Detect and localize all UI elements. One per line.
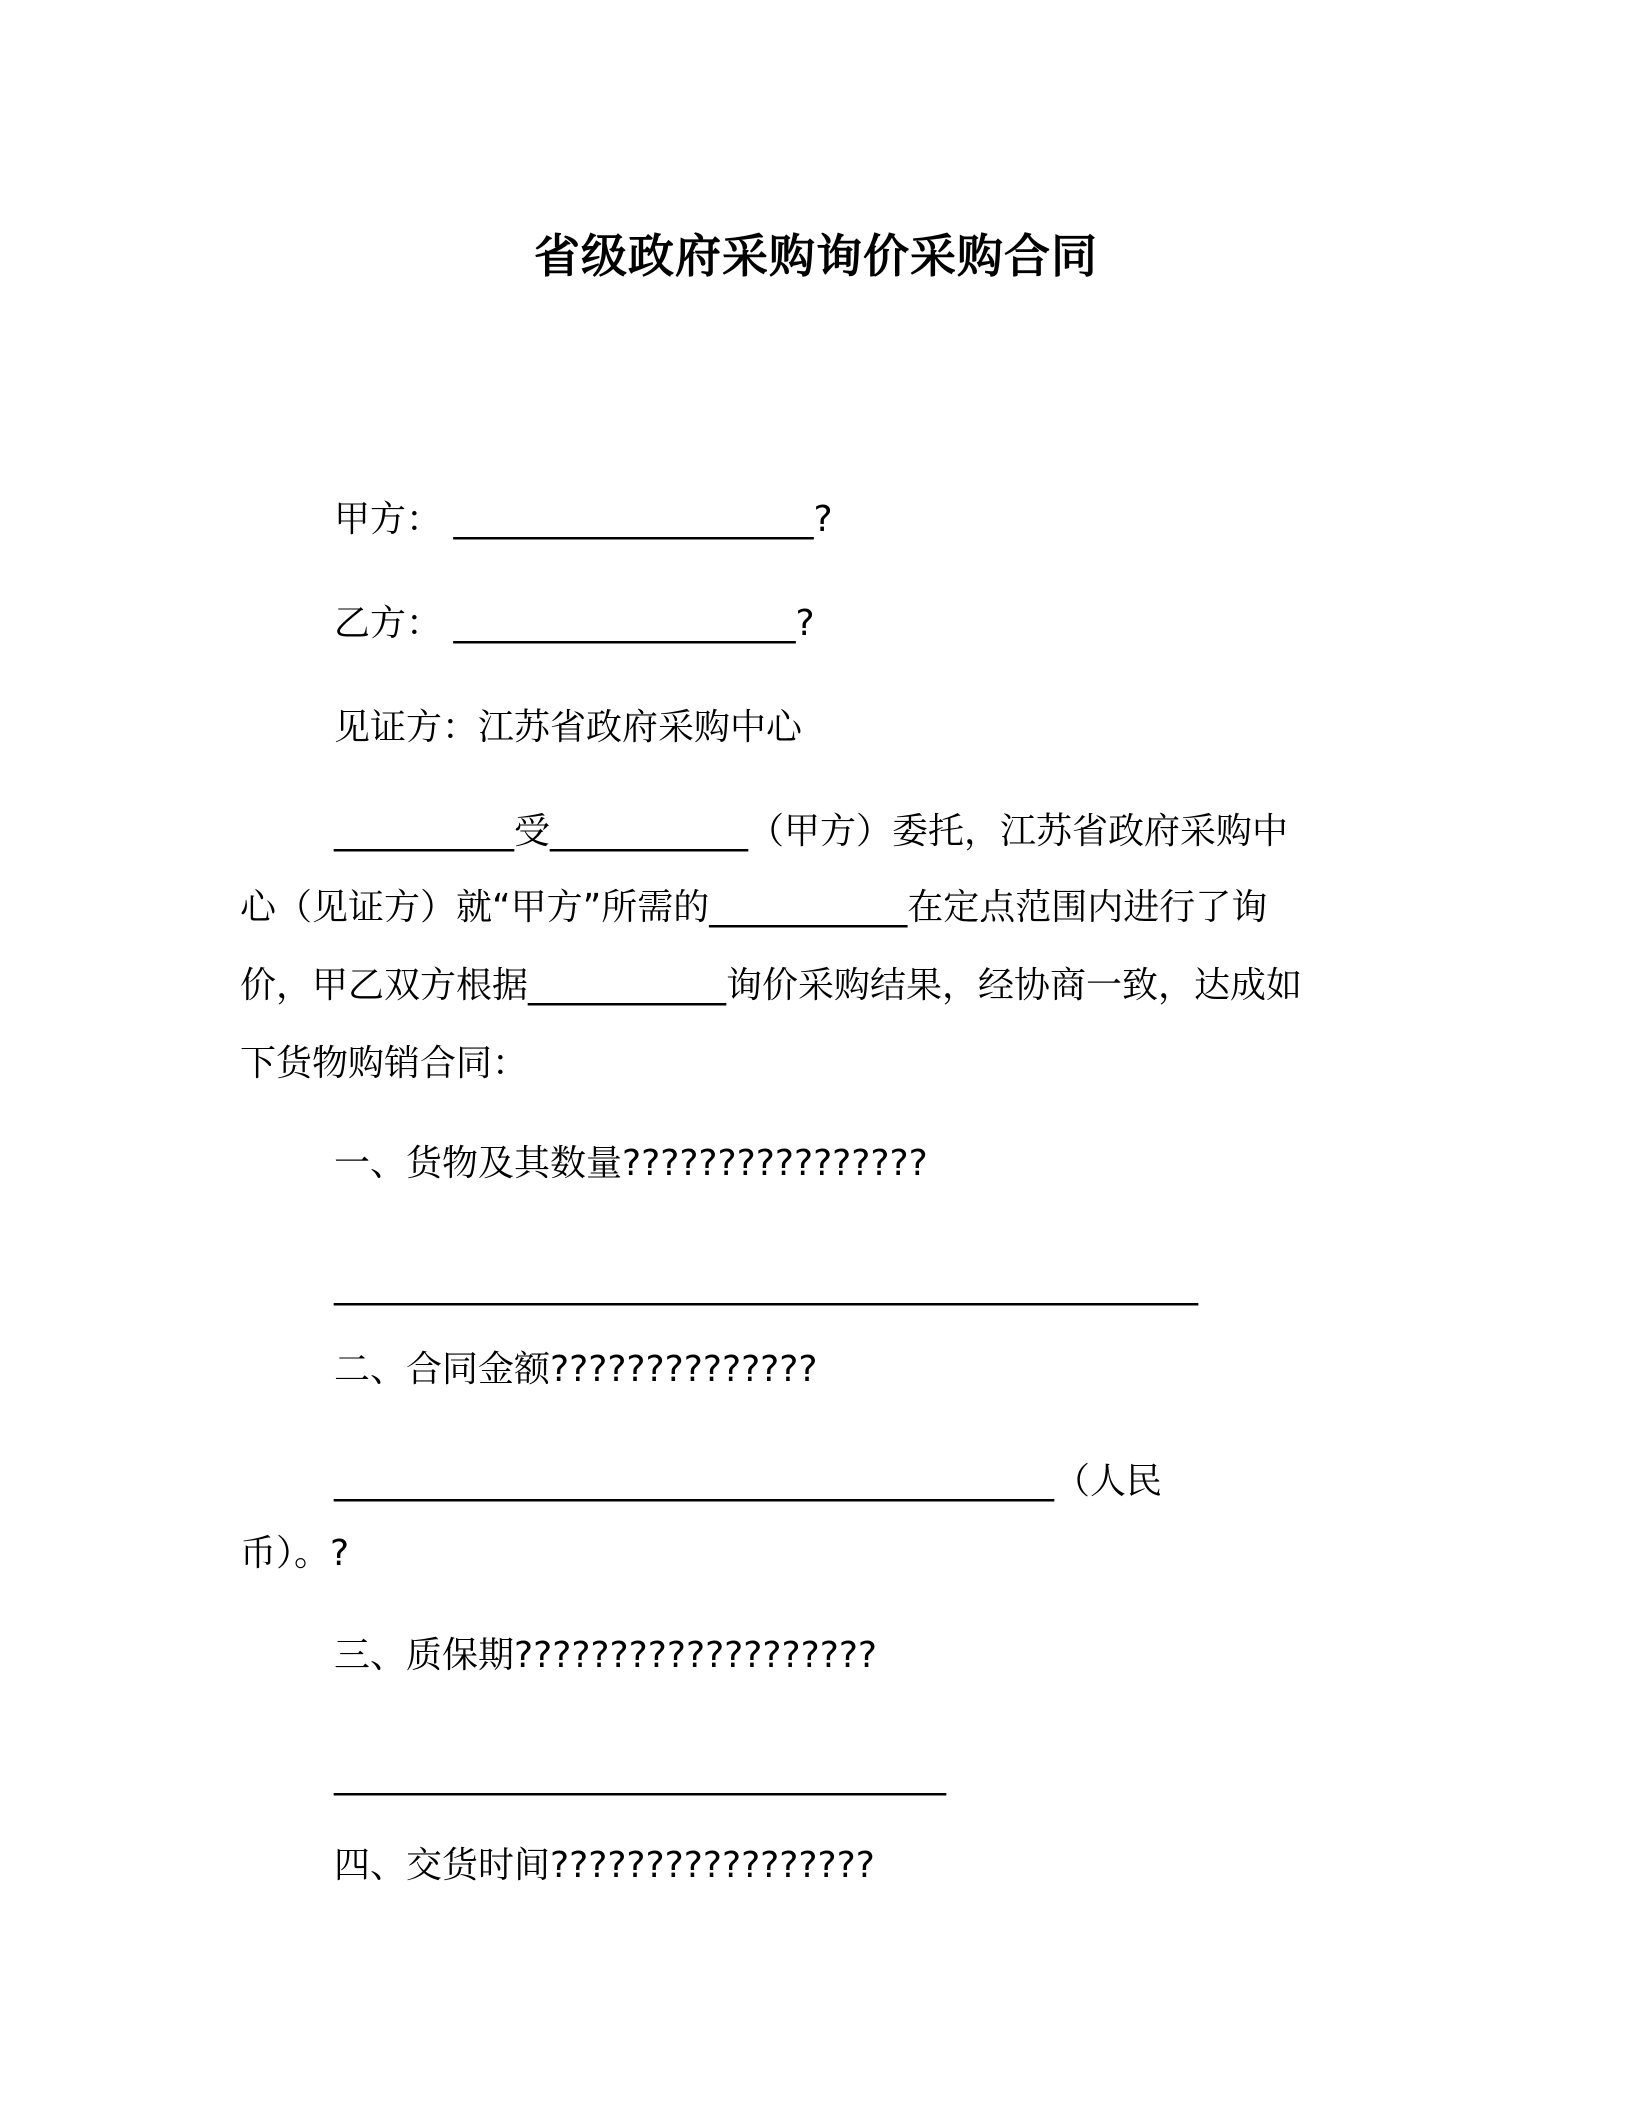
intro-line-3: 价，甲乙双方根据___________询价采购结果，经协商一致，达成如 xyxy=(240,965,1303,1006)
section-2-blank: ________________________________________（人民 xyxy=(334,1461,1163,1502)
section-1-heading: 一、货物及其数量???????????????? xyxy=(334,1143,928,1184)
section-2-heading: 二、合同金额?????????????? xyxy=(334,1349,818,1390)
section-4-heading: 四、交货时间????????????????? xyxy=(334,1845,875,1886)
section-1-blank: ________________________________________________ xyxy=(334,1265,1198,1306)
party-b-line: 乙方： ___________________? xyxy=(334,603,815,644)
intro-line-1: __________受___________（甲方）委托，江苏省政府采购中 xyxy=(334,811,1289,852)
section-2-continuation: 币）。? xyxy=(240,1533,350,1574)
intro-line-2: 心（见证方）就“甲方”所需的___________在定点范围内进行了询 xyxy=(240,887,1268,928)
section-3-blank: __________________________________ xyxy=(334,1755,946,1796)
party-a-line: 甲方： ____________________? xyxy=(334,499,833,540)
witness-line: 见证方：江苏省政府采购中心 xyxy=(334,707,803,748)
section-3-heading: 三、质保期??????????????????? xyxy=(334,1635,878,1676)
document-title: 省级政府采购询价采购合同 xyxy=(534,229,1098,283)
intro-line-4: 下货物购销合同： xyxy=(240,1043,529,1084)
